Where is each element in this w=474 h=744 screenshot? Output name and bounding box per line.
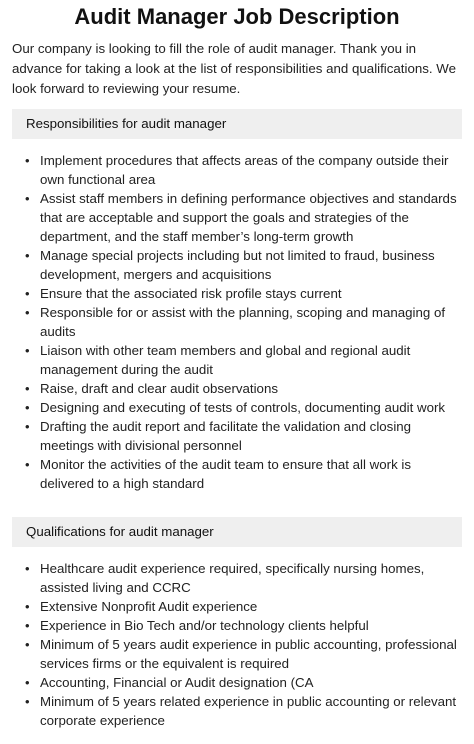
- list-item-text: Minimum of 5 years audit experience in public accounting, professional services firms or the equivalent is required: [40, 637, 457, 671]
- bullet-icon: •: [25, 381, 30, 396]
- qualifications-list: [12, 559, 462, 730]
- bullet-icon: •: [25, 675, 30, 690]
- bullet-icon: •: [25, 561, 30, 576]
- list-item: [12, 379, 462, 398]
- list-item-text: Drafting the audit report and facilitate the validation and closing meetings with divisional personnel: [40, 419, 412, 453]
- list-item-text: Accounting, Financial or Audit designation (CA: [40, 675, 314, 690]
- list-item-text: Assist staff members in defining performance objectives and standards that are acceptable and support the goals and strategies of the department, and the staff member’s long-term growth: [40, 191, 457, 244]
- responsibilities-list: [12, 151, 462, 493]
- bullet-icon: •: [25, 153, 30, 168]
- list-item: [12, 341, 462, 379]
- list-item-text: Experience in Bio Tech and/or technology clients helpful: [40, 618, 369, 633]
- intro-paragraph: Our company is looking to fill the role of audit manager. Thank you in advance for taking a look at the list of responsibilities and qualifications. We look forward to reviewing your resume.: [12, 41, 456, 96]
- list-item: [12, 398, 462, 417]
- list-item: [12, 559, 462, 597]
- responsibilities-heading: Responsibilities for audit manager: [12, 109, 462, 139]
- responsibilities-body: [12, 139, 462, 507]
- list-item-text: Implement procedures that affects areas of the company outside their own functional area: [40, 153, 449, 187]
- list-item: [12, 151, 462, 189]
- responsibilities-section: [12, 109, 462, 507]
- list-item: [12, 417, 462, 455]
- list-item-text: Designing and executing of tests of controls, documenting audit work: [40, 400, 446, 415]
- list-item: [12, 284, 462, 303]
- page-title: Audit Manager Job Description: [74, 4, 400, 29]
- list-item-text: Responsible for or assist with the planning, scoping and managing of audits: [40, 305, 446, 339]
- list-item: [12, 455, 462, 493]
- list-item-text: Raise, draft and clear audit observations: [40, 381, 279, 396]
- list-item-text: Liaison with other team members and global and regional audit management during the audit: [40, 343, 411, 377]
- bullet-icon: •: [25, 457, 30, 472]
- list-item: [12, 673, 462, 692]
- list-item-text: Monitor the activities of the audit team to ensure that all work is delivered to a high standard: [40, 457, 412, 491]
- bullet-icon: •: [25, 248, 30, 263]
- list-item-text: Minimum of 5 years related experience in public accounting or relevant corporate experience: [40, 694, 457, 728]
- qualifications-section: [12, 517, 462, 744]
- bullet-icon: •: [25, 637, 30, 652]
- list-item: [12, 303, 462, 341]
- list-item: [12, 597, 462, 616]
- list-item: [12, 616, 462, 635]
- list-item: [12, 692, 462, 730]
- bullet-icon: •: [25, 419, 30, 434]
- list-item-text: Ensure that the associated risk profile stays current: [40, 286, 342, 301]
- bullet-icon: •: [25, 618, 30, 633]
- bullet-icon: •: [25, 694, 30, 709]
- bullet-icon: •: [25, 343, 30, 358]
- list-item: [12, 246, 462, 284]
- bullet-icon: •: [25, 400, 30, 415]
- qualifications-body: [12, 547, 462, 744]
- bullet-icon: •: [25, 191, 30, 206]
- bullet-icon: •: [25, 286, 30, 301]
- list-item: [12, 189, 462, 246]
- list-item-text: Extensive Nonprofit Audit experience: [40, 599, 258, 614]
- list-item-text: Manage special projects including but not limited to fraud, business development, mergers and acquisitions: [40, 248, 435, 282]
- list-item-text: Healthcare audit experience required, specifically nursing homes, assisted living and CCRC: [40, 561, 425, 595]
- bullet-icon: •: [25, 599, 30, 614]
- bullet-icon: •: [25, 305, 30, 320]
- list-item: [12, 635, 462, 673]
- qualifications-heading: Qualifications for audit manager: [12, 517, 462, 547]
